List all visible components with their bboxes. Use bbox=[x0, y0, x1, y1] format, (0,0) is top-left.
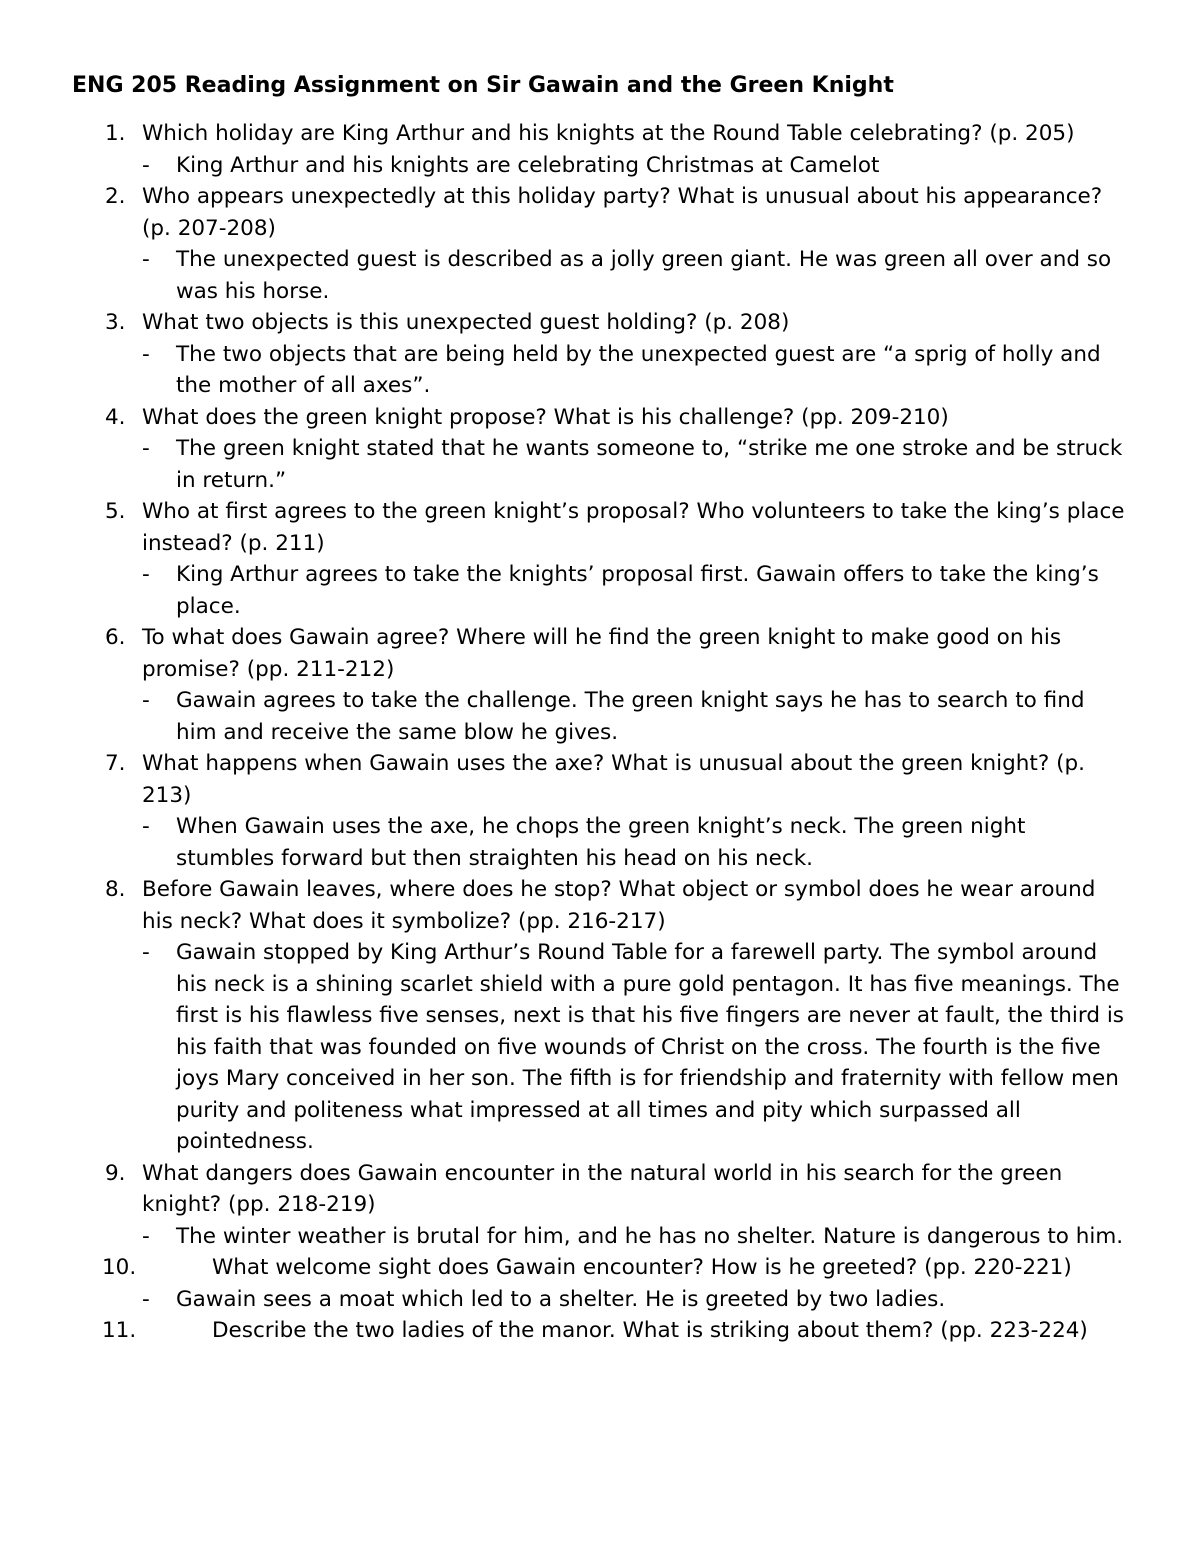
question-item bbox=[0, 307, 1132, 339]
question-item bbox=[0, 1158, 1132, 1221]
answer-text: King Arthur agrees to take the knights’ proposal first. Gawain offers to take the king’s place. bbox=[176, 562, 1099, 619]
answer-item bbox=[0, 244, 1130, 307]
question-text: What welcome sight does Gawain encounter? How is he greeted? (pp. 220-221) bbox=[212, 1255, 1072, 1280]
question-text: What dangers does Gawain encounter in the natural world in his search for the green knight? (pp. 218-219) bbox=[142, 1160, 1063, 1217]
answer-item bbox=[0, 1221, 1130, 1253]
answer-item bbox=[0, 1284, 1130, 1316]
question-number: 6. bbox=[105, 625, 126, 650]
question-number: 11. bbox=[102, 1318, 137, 1343]
question-text: Which holiday are King Arthur and his knights at the Round Table celebrating? (p. 205) bbox=[142, 121, 1075, 146]
question-item bbox=[0, 402, 1132, 434]
answer-bullet: - bbox=[142, 152, 150, 178]
question-item bbox=[0, 748, 1132, 811]
answer-bullet: - bbox=[142, 341, 150, 367]
answer-text: When Gawain uses the axe, he chops the green knight’s neck. The green night stumbles forward but then straighten his head on his neck. bbox=[176, 814, 1026, 871]
question-number: 4. bbox=[105, 404, 126, 430]
question-text: Who appears unexpectedly at this holiday party? What is unusual about his appearance? (p. 207-208) bbox=[142, 184, 1103, 241]
answer-item bbox=[0, 339, 1130, 402]
answer-item bbox=[0, 811, 1130, 874]
question-item bbox=[0, 118, 1132, 150]
answer-item bbox=[0, 559, 1130, 622]
answer-text: Gawain agrees to take the challenge. The green knight says he has to search to find him and receive the same blow he gives. bbox=[176, 688, 1085, 745]
question-item bbox=[0, 1315, 1132, 1347]
answer-text: The winter weather is brutal for him, and he has no shelter. Nature is dangerous to him. bbox=[176, 1223, 1124, 1249]
answer-bullet: - bbox=[142, 562, 150, 587]
question-number: 9. bbox=[105, 1160, 126, 1186]
answer-item bbox=[0, 433, 1130, 496]
question-number: 10. bbox=[102, 1255, 137, 1280]
question-item bbox=[0, 874, 1132, 937]
answer-bullet: - bbox=[142, 436, 150, 461]
question-text: To what does Gawain agree? Where will he find the green knight to make good on his promise? (pp. 211-212) bbox=[142, 625, 1062, 682]
question-number: 1. bbox=[105, 121, 126, 146]
answer-bullet: - bbox=[142, 1223, 150, 1249]
question-number: 8. bbox=[105, 877, 126, 902]
question-number: 5. bbox=[105, 499, 126, 524]
question-text: Before Gawain leaves, where does he stop? What object or symbol does he wear around his neck? What does it symbolize? (pp. 216-217) bbox=[142, 877, 1096, 934]
question-item bbox=[0, 496, 1132, 559]
answer-text: The unexpected guest is described as a jolly green giant. He was green all over and so was his horse. bbox=[176, 247, 1112, 304]
answer-item bbox=[0, 685, 1130, 748]
answer-text: Gawain sees a moat which led to a shelter. He is greeted by two ladies. bbox=[176, 1286, 946, 1312]
answer-bullet: - bbox=[142, 940, 150, 965]
question-text: Who at first agrees to the green knight’s proposal? Who volunteers to take the king’s place instead? (p. 211) bbox=[142, 499, 1125, 556]
question-text: Describe the two ladies of the manor. What is striking about them? (pp. 223-224) bbox=[212, 1318, 1088, 1343]
answer-bullet: - bbox=[142, 814, 150, 839]
question-text: What does the green knight propose? What is his challenge? (pp. 209-210) bbox=[142, 404, 949, 430]
answer-item bbox=[0, 150, 1130, 182]
answer-text: The green knight stated that he wants someone to, “strike me one stroke and be struck in return.” bbox=[176, 436, 1123, 493]
question-list bbox=[0, 118, 1200, 1347]
question-number: 3. bbox=[105, 310, 126, 335]
question-text: What two objects is this unexpected guest holding? (p. 208) bbox=[142, 310, 790, 335]
question-text: What happens when Gawain uses the axe? What is unusual about the green knight? (p. 213) bbox=[142, 751, 1085, 808]
question-item bbox=[0, 622, 1132, 685]
answer-text: Gawain stopped by King Arthur’s Round Table for a farewell party. The symbol around his neck is a shining scarlet shield with a pure gold pentagon. It has five meanings. The first is his flawless five senses, next is that his five fingers are never at fault, the third is his faith that was founded on five wounds of Christ on the cross. The fourth is the five joys Mary conceived in her son. The fifth is for friendship and fraternity with fellow men purity and politeness what impressed at all times and pity which surpassed all pointedness. bbox=[176, 940, 1124, 1154]
answer-text: The two objects that are being held by the unexpected guest are “a sprig of holly and the mother of all axes”. bbox=[176, 341, 1101, 398]
answer-bullet: - bbox=[142, 247, 150, 272]
question-item bbox=[0, 181, 1132, 244]
answer-bullet: - bbox=[142, 688, 150, 713]
answer-item bbox=[0, 937, 1130, 1158]
question-number: 7. bbox=[105, 751, 126, 776]
question-item bbox=[0, 1252, 1132, 1284]
question-number: 2. bbox=[105, 184, 126, 209]
answer-text: King Arthur and his knights are celebrating Christmas at Camelot bbox=[176, 152, 880, 178]
answer-bullet: - bbox=[142, 1286, 150, 1312]
document-title: ENG 205 Reading Assignment on Sir Gawain and the Green Knight bbox=[72, 73, 894, 98]
